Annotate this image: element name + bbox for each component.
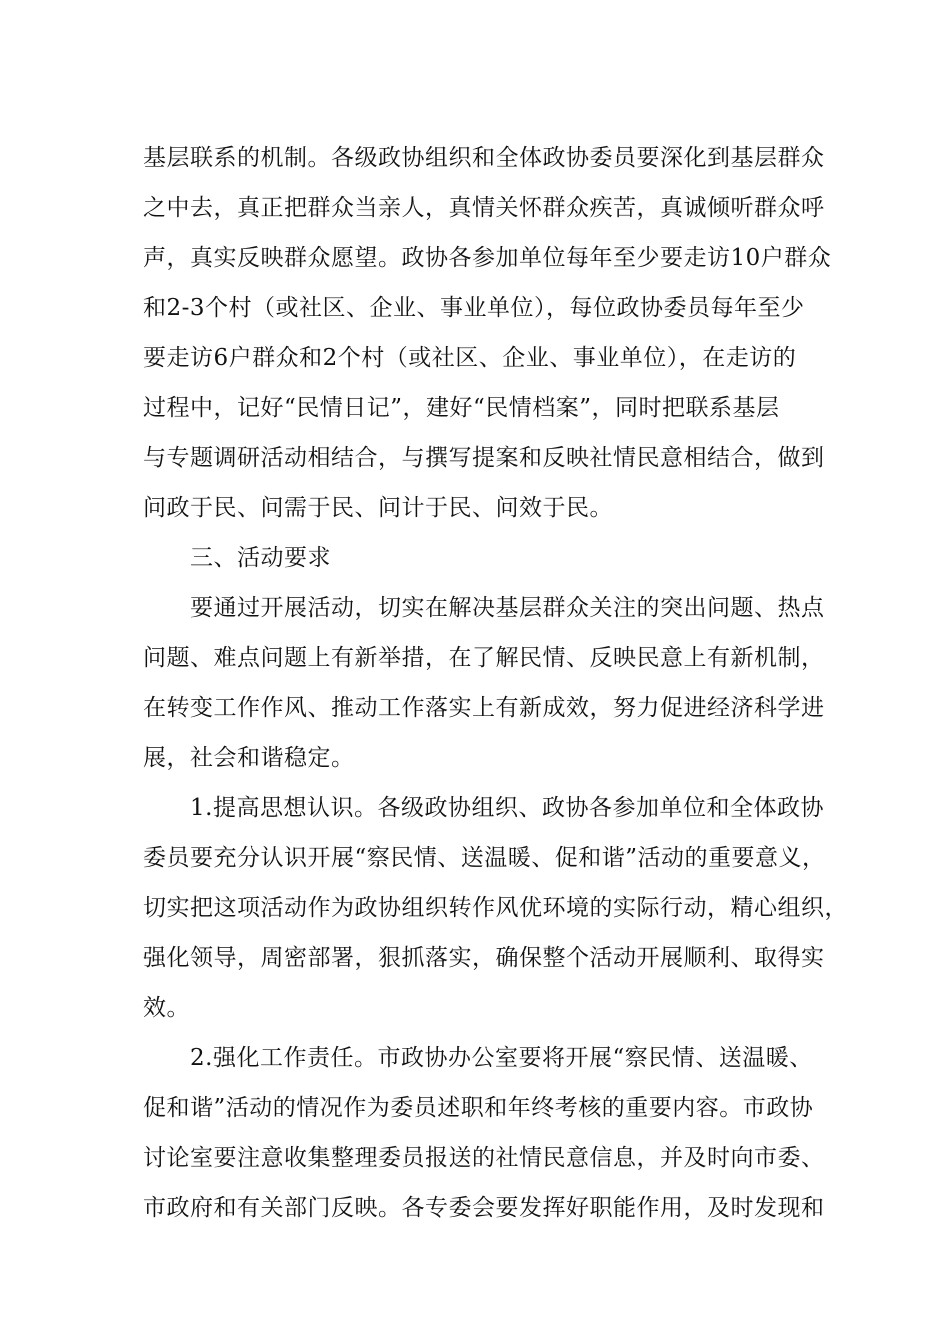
body-line: 问政于民、问需于民、问计于民、问效于民。 [143, 495, 613, 521]
document-body [143, 133, 848, 1233]
list-item-heading: 2.强化工作责任。市政协办公室要将开展“察民情、送温暖、 [190, 1045, 813, 1071]
body-line: 过程中，记好“民情日记”，建好“民情档案”，同时把联系基层 [143, 395, 780, 421]
body-line: 讨论室要注意收集整理委员报送的社情民意信息，并及时向市委、 [143, 1145, 825, 1171]
body-line: 促和谐”活动的情况作为委员述职和年终考核的重要内容。市政协 [143, 1095, 814, 1121]
body-line: 在转变工作作风、推动工作落实上有新成效，努力促进经济科学进 [143, 695, 825, 721]
body-line: 委员要充分认识开展“察民情、送温暖、促和谐”活动的重要意义， [143, 845, 826, 871]
body-line: 声，真实反映群众愿望。政协各参加单位每年至少要走访10户群众 [143, 245, 832, 271]
body-line: 要通过开展活动，切实在解决基层群众关注的突出问题、热点 [190, 595, 825, 621]
body-line: 市政府和有关部门反映。各专委会要发挥好职能作用，及时发现和 [143, 1195, 825, 1221]
body-line: 效。 [143, 995, 190, 1021]
body-line: 之中去，真正把群众当亲人，真情关怀群众疾苦，真诚倾听群众呼 [143, 195, 825, 221]
body-line: 切实把这项活动作为政协组织转作风优环境的实际行动，精心组织， [143, 895, 848, 921]
body-line: 和2-3个村（或社区、企业、事业单位），每位政协委员每年至少 [143, 295, 805, 321]
body-line: 基层联系的机制。各级政协组织和全体政协委员要深化到基层群众 [143, 145, 825, 171]
body-line: 展，社会和谐稳定。 [143, 745, 355, 771]
list-item-heading: 1.提高思想认识。各级政协组织、政协各参加单位和全体政协 [190, 795, 824, 821]
section-heading: 三、活动要求 [190, 545, 331, 571]
body-line: 问题、难点问题上有新举措，在了解民情、反映民意上有新机制， [143, 645, 825, 671]
body-line: 要走访6户群众和2个村（或社区、企业、事业单位），在走访的 [143, 345, 797, 371]
body-line: 与专题调研活动相结合，与撰写提案和反映社情民意相结合，做到 [143, 445, 825, 471]
body-line: 强化领导，周密部署，狠抓落实，确保整个活动开展顺利、取得实 [143, 945, 825, 971]
